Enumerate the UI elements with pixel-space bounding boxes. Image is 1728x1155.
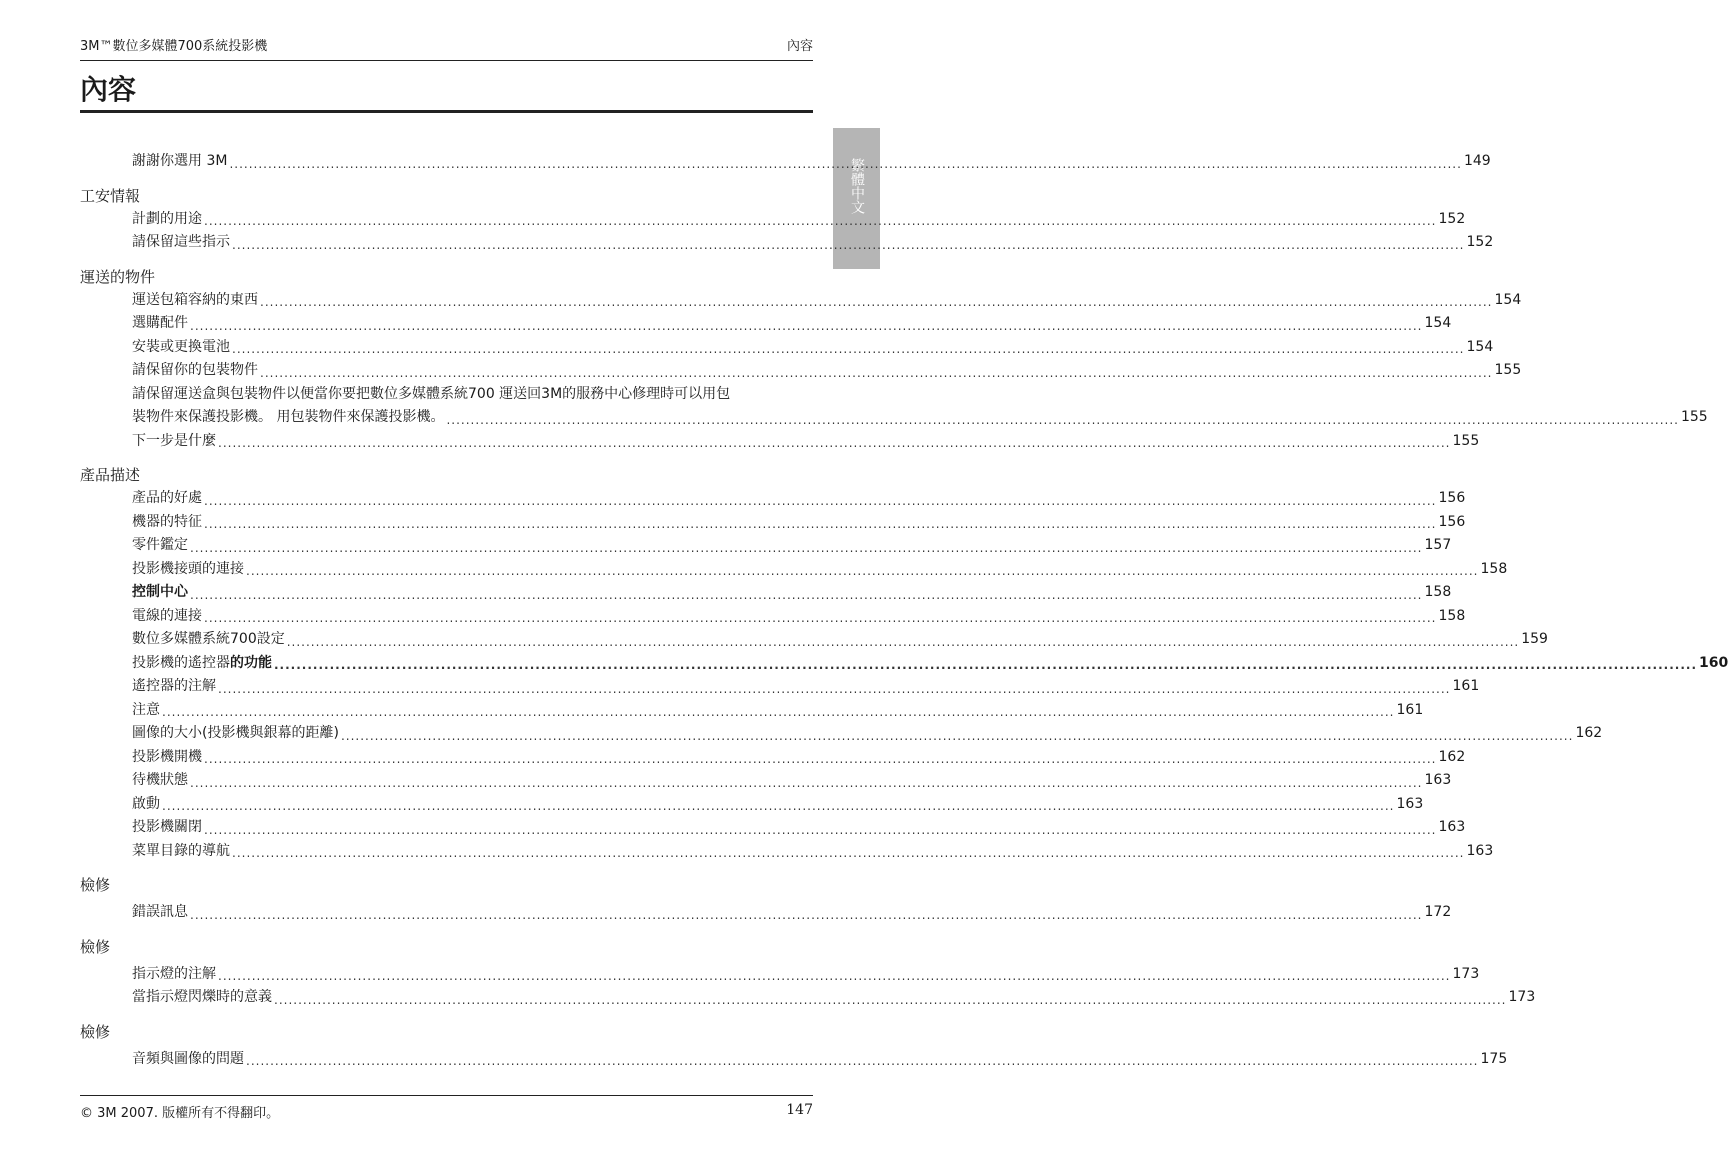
toc-entry-page: 158 (1424, 584, 1452, 600)
toc-entry[interactable] (80, 746, 1466, 770)
dot-leader (446, 410, 1679, 430)
toc-entry-label-line1: 請保留運送盒與包裝物件以便當你要把數位多媒體系統700 運送回3M的服務中心修理時可以用包 (132, 385, 731, 402)
toc-entry-label: 控制中心 (132, 584, 188, 600)
toc-entry[interactable] (80, 963, 1480, 987)
dot-leader (218, 433, 1451, 453)
toc-entry-label: 當指示燈閃爍時的意義 (132, 989, 272, 1005)
dot-leader (190, 585, 1423, 605)
toc-entry-label: 數位多媒體系統700設定 (132, 631, 285, 647)
dot-leader (204, 514, 1437, 534)
toc-entry[interactable] (80, 986, 1536, 1010)
toc-entry-label: 請保留你的包裝物件 (132, 362, 258, 378)
toc-entry-label: 音頻與圖像的問題 (132, 1050, 244, 1067)
toc-entry[interactable] (80, 208, 1466, 232)
toc-entry[interactable] (80, 511, 1466, 535)
toc-entry-page: 154 (1494, 291, 1522, 308)
dot-leader (204, 608, 1437, 628)
dot-leader (274, 655, 1697, 675)
toc-entry-page: 172 (1424, 904, 1452, 920)
toc-entry[interactable] (80, 430, 1480, 454)
toc-entry-page: 162 (1438, 748, 1466, 765)
toc-entry[interactable] (80, 487, 1466, 511)
toc-entry-page: 156 (1438, 513, 1466, 530)
toc-entry[interactable] (80, 722, 1603, 746)
toc-entry-label: 運送包箱容納的東西 (132, 291, 258, 308)
dot-leader (287, 632, 1520, 652)
dot-leader (218, 679, 1451, 699)
page-footer (80, 1095, 813, 1121)
toc-entry-page: 158 (1438, 607, 1466, 624)
toc-entry[interactable] (80, 231, 1494, 255)
toc-entry-label: 投影機開機 (132, 748, 202, 765)
toc-entry-page: 155 (1494, 362, 1522, 378)
toc-entry[interactable] (80, 793, 1424, 817)
dot-leader (190, 773, 1423, 793)
toc-entry-label: 注意 (132, 701, 160, 718)
section-heading: 檢修 (80, 1022, 111, 1041)
dot-leader (341, 726, 1574, 746)
toc-entry-label: 謝謝你選用 3M (132, 153, 228, 169)
dot-leader (218, 966, 1451, 986)
running-header (80, 30, 813, 61)
toc-entry-page: 173 (1508, 989, 1536, 1005)
toc-entry-label-part: 投影機的遙控器 (132, 654, 230, 671)
copyright: © 3M 2007. 版權所有不得翻印。 (80, 1106, 280, 1121)
toc-entry[interactable] (80, 628, 1548, 652)
toc-entry-page: 160 (1699, 654, 1728, 671)
toc-entry-page: 155 (1452, 432, 1480, 449)
dot-leader (260, 363, 1493, 383)
toc-entry[interactable] (80, 359, 1522, 383)
toc-entry-label: 零件鑑定 (132, 537, 188, 553)
dot-leader (274, 990, 1507, 1010)
toc-entry-multiline[interactable] (80, 383, 1708, 430)
toc-entry-page: 161 (1396, 701, 1424, 718)
toc-entry-page: 154 (1424, 315, 1452, 331)
dot-leader (190, 538, 1423, 558)
document-title: 3M™數位多媒體700系統投影機 (80, 39, 268, 54)
toc-entry-page: 154 (1466, 338, 1494, 355)
toc-entry-page: 158 (1480, 560, 1508, 577)
section-heading: 工安情報 (80, 186, 141, 205)
toc-entry-page: 163 (1396, 795, 1424, 812)
toc-entry-label: 錯誤訊息 (132, 904, 188, 920)
toc-entry-label: 下一步是什麼 (132, 432, 216, 449)
toc-entry[interactable] (80, 1048, 1508, 1072)
toc-entry[interactable] (80, 816, 1466, 840)
toc-entry-page: 157 (1424, 537, 1452, 553)
toc-entry-label: 遙控器的注解 (132, 678, 216, 694)
toc-entry-page: 155 (1680, 409, 1708, 425)
dot-leader (246, 1051, 1479, 1071)
dot-leader (232, 235, 1465, 255)
toc-entry-label: 電線的連接 (132, 607, 202, 624)
toc-entry-page: 149 (1463, 153, 1491, 169)
toc-entry[interactable] (80, 605, 1466, 629)
toc-entry-page: 156 (1438, 490, 1466, 506)
toc-entry-label: 投影機接頭的連接 (132, 560, 244, 577)
toc-entry-page: 173 (1452, 965, 1480, 982)
toc-entry-page: 161 (1452, 678, 1480, 694)
toc-entry-page: 152 (1466, 234, 1494, 250)
dot-leader (204, 820, 1437, 840)
dot-leader (260, 292, 1493, 312)
toc-entry-label: 指示燈的注解 (132, 965, 216, 982)
language-tab-label: 繁體中文 (849, 158, 865, 214)
dot-leader (190, 316, 1423, 336)
page-title: 內容 (80, 72, 813, 113)
section-heading: 檢修 (80, 937, 111, 956)
section-heading: 產品描述 (80, 466, 141, 484)
toc-entry[interactable] (80, 652, 1728, 676)
toc-entry-page: 175 (1480, 1050, 1508, 1067)
toc-entry[interactable] (80, 312, 1452, 336)
toc-entry[interactable] (80, 336, 1494, 360)
toc-entry[interactable] (80, 558, 1508, 582)
toc-entry-label: 待機狀態 (132, 772, 188, 788)
toc-entry[interactable] (80, 534, 1452, 558)
toc-entry[interactable] (80, 840, 1494, 864)
dot-leader (204, 749, 1437, 769)
toc-entry-label: 安裝或更換電池 (132, 338, 230, 355)
toc-entry-page: 152 (1438, 210, 1466, 227)
toc-entry-label: 機器的特征 (132, 513, 202, 530)
section-heading: 檢修 (80, 876, 111, 894)
toc-entry-label: 圖像的大小(投影機與銀幕的距離) (132, 725, 339, 741)
toc-entry[interactable] (80, 901, 1452, 925)
toc-entry[interactable] (80, 675, 1480, 699)
toc-entry-label-line2: 裝物件來保護投影機。 用包裝物件來保護投影機。 (132, 409, 445, 425)
toc-entry-label: 選購配件 (132, 315, 188, 331)
section-heading: 運送的物件 (80, 267, 156, 286)
toc-entry-label: 請保留這些指示 (132, 234, 230, 250)
toc-entry[interactable] (80, 699, 1424, 723)
toc-entry-page: 159 (1521, 631, 1548, 647)
dot-leader (190, 905, 1423, 925)
dot-leader (232, 339, 1465, 359)
toc-entry-page: 163 (1466, 842, 1494, 859)
toc-entry-page: 163 (1438, 819, 1466, 835)
dot-leader (246, 561, 1479, 581)
toc-entry-label: 產品的好處 (132, 490, 202, 506)
toc-entry-label (132, 652, 272, 676)
toc-entry-label: 投影機關閉 (132, 819, 202, 835)
toc-entry[interactable] (80, 289, 1522, 313)
page-number: 147 (786, 1102, 813, 1118)
dot-leader (162, 702, 1395, 722)
dot-leader (162, 796, 1395, 816)
dot-leader (204, 491, 1437, 511)
toc-entry-label-bold-part: 的功能 (230, 654, 272, 671)
toc-entry-label: 計劃的用途 (132, 210, 202, 227)
toc-entry[interactable] (80, 581, 1452, 605)
dot-leader (204, 211, 1437, 231)
toc-entry-page: 162 (1575, 725, 1603, 741)
toc-entry[interactable] (80, 769, 1452, 793)
toc-entry-page: 163 (1424, 772, 1452, 788)
dot-leader (232, 843, 1465, 863)
section-name: 內容 (786, 39, 813, 54)
toc-entry-label: 菜單目錄的導航 (132, 842, 230, 859)
dot-leader (229, 154, 1462, 174)
toc-entry-label: 啟動 (132, 795, 160, 812)
toc-entry[interactable] (80, 150, 1491, 174)
